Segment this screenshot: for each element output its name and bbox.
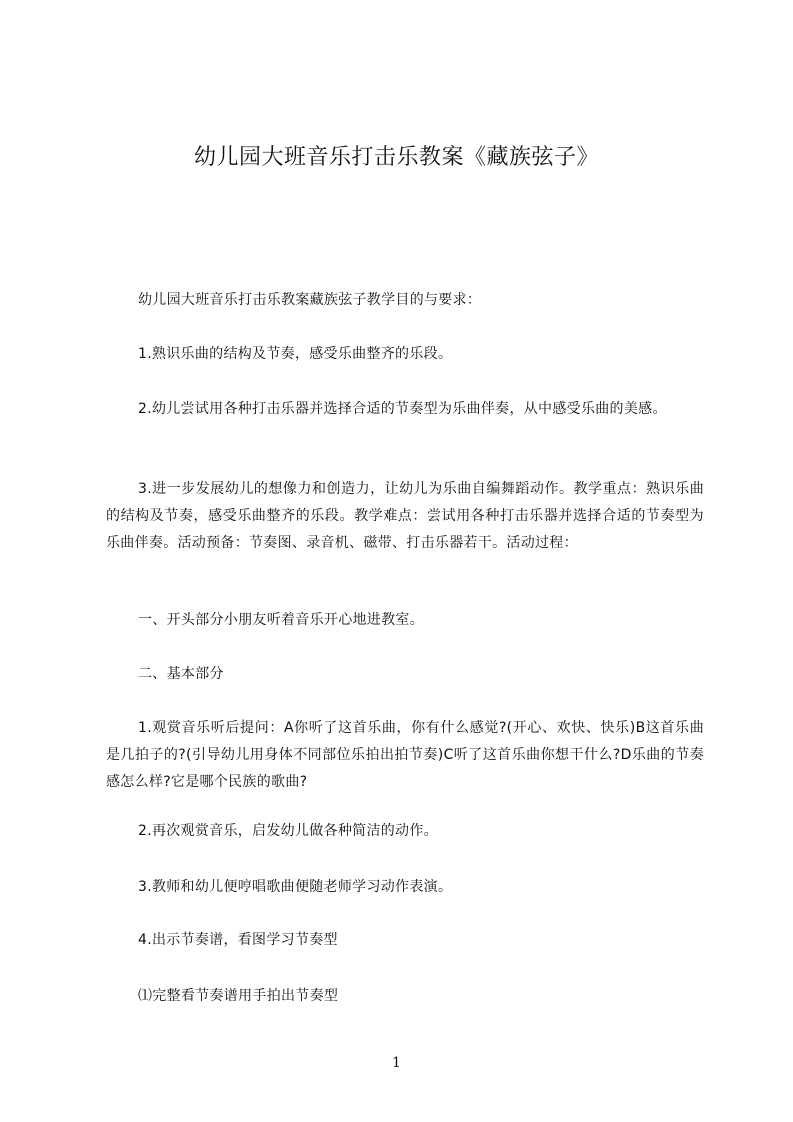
paragraph-step-4-1: ⑴完整看节奏谱用手拍出节奏型 bbox=[138, 988, 339, 1004]
paragraph-goal-1: 1.熟识乐曲的结构及节奏，感受乐曲整齐的乐段。 bbox=[138, 346, 453, 362]
page-number: 1 bbox=[392, 1055, 401, 1071]
paragraph-goal-2: 2.幼儿尝试用各种打击乐器并选择合适的节奏型为乐曲伴奏，从中感受乐曲的美感。 bbox=[138, 401, 667, 417]
paragraph-step-1: 1.观赏音乐听后提问：A你听了这首乐曲，你有什么感觉?(开心、欢快、快乐)B这首乐曲是几拍子的?(引导幼儿用身体不同部位乐拍出拍节奏)C听了这首乐曲你想干什么?D乐曲的节奏感怎么样?它是哪个民族的歌曲? bbox=[106, 720, 704, 790]
paragraph-intro: 幼儿园大班音乐打击乐教案藏族弦子教学目的与要求： bbox=[138, 292, 482, 308]
document-title: 幼儿园大班音乐打击乐教案《藏族弦子》 bbox=[193, 145, 599, 170]
paragraph-step-2: 2.再次观赏音乐，启发幼儿做各种简洁的动作。 bbox=[138, 823, 438, 839]
paragraph-section-2: 二、基本部分 bbox=[138, 666, 224, 682]
paragraph-step-4: 4.出示节奏谱，看图学习节奏型 bbox=[138, 932, 338, 948]
paragraph-goal-3: 3.进一步发展幼儿的想像力和创造力，让幼儿为乐曲自编舞蹈动作。教学重点：熟识乐曲的结构及节奏，感受乐曲整齐的乐段。教学难点：尝试用各种打击乐器并选择合适的节奏型为乐曲伴奏。活动预备：节奏图、录音机、磁带、打击乐器若干。活动过程： bbox=[106, 481, 704, 551]
paragraph-section-1: 一、开头部分小朋友听着音乐开心地进教室。 bbox=[138, 612, 424, 628]
paragraph-step-3: 3.教师和幼儿便哼唱歌曲便随老师学习动作表演。 bbox=[138, 879, 453, 895]
